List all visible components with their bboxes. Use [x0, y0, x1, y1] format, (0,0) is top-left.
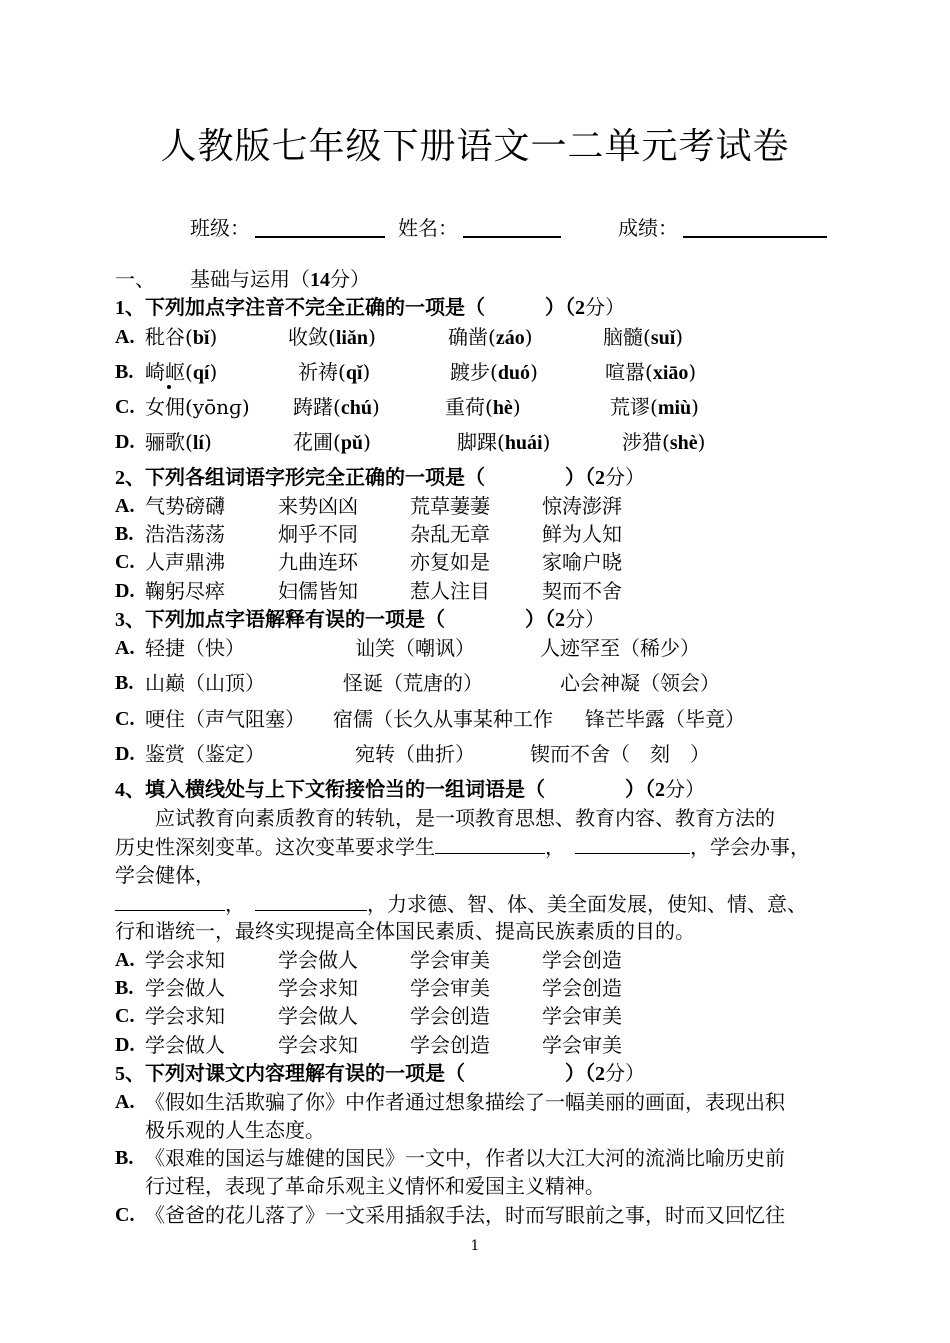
question-1-option-d[interactable]: D. 骊歌(lí) 花圃(pǔ) 脚踝(huái) 涉猎(shè): [115, 430, 706, 454]
question-4-passage-line-1: 应试教育向素质教育的转轨，是一项教育思想、教育内容、教育方法的: [155, 806, 775, 830]
question-3-stem: 3、下列加点字语解释有误的一项是（ ）（2分）: [115, 607, 605, 631]
question-4-stem: 4、填入横线处与上下文衔接恰当的一组词语是（ ）（2分）: [115, 777, 705, 801]
score-label: 成绩：: [618, 216, 678, 240]
question-1-option-c[interactable]: C. 女佣(yōnɡ) 踌躇(chú) 重荷(hè) 荒谬(miù): [115, 395, 699, 419]
blank-3[interactable]: [115, 888, 225, 911]
question-5-option-a-cont: 极乐观的人生态度。: [145, 1118, 325, 1142]
question-1-option-a[interactable]: A. 秕谷(bǐ) 收敛(liǎn) 确凿(záo) 脑髓(suǐ): [115, 325, 684, 349]
question-2-option-b[interactable]: B. 浩浩荡荡 炯乎不同 杂乱无章 鲜为人知: [115, 522, 622, 546]
blank-4[interactable]: [255, 888, 367, 911]
question-5-stem: 5、下列对课文内容理解有误的一项是（ ）（2分）: [115, 1061, 645, 1085]
question-4-option-a[interactable]: A. 学会求知 学会做人 学会审美 学会创造: [115, 948, 622, 972]
question-1-option-b[interactable]: B. 崎岖(qí) 祈祷(qǐ) 踱步(duó) 喧嚣(xiāo): [115, 360, 697, 384]
question-2-option-d[interactable]: D. 鞠躬尽瘁 妇儒皆知 惹人注目 契而不舍: [115, 579, 622, 603]
question-3-option-c[interactable]: C. 哽住（声气阻塞） 宿儒（长久从事某种工作 锋芒毕露（毕竟）: [115, 707, 745, 731]
question-4-passage-line-2: 历史性深刻变革。这次变革要求学生 ， ，学会办事，: [115, 831, 850, 861]
question-2-option-a[interactable]: A. 气势磅礴 来势凶凶 荒草萋萋 惊涛澎湃: [115, 494, 622, 518]
blank-1[interactable]: [435, 831, 545, 854]
name-label: 姓名：: [398, 216, 458, 240]
question-4-option-b[interactable]: B. 学会做人 学会求知 学会审美 学会创造: [115, 976, 622, 1000]
question-5-option-b-cont: 行过程，表现了革命乐观主义情怀和爱国主义精神。: [145, 1174, 605, 1198]
page-title: 人教版七年级下册语文一二单元考试卷: [160, 126, 790, 167]
question-4-passage-line-5: 行和谐统一，最终实现提高全体国民素质、提高民族素质的目的。: [115, 919, 695, 943]
question-2-option-c[interactable]: C. 人声鼎沸 九曲连环 亦复如是 家喻户晓: [115, 550, 622, 574]
page-number: 1: [470, 1238, 480, 1254]
question-1-stem: 1、下列加点字注音不完全正确的一项是（ ）（2分）: [115, 295, 625, 319]
question-3-option-a[interactable]: A. 轻捷（快） 讪笑（嘲讽） 人迹罕至（稀少）: [115, 636, 700, 660]
question-5-option-c[interactable]: C. 《爸爸的花儿落了》一文采用插叙手法，时而写眼前之事，时而又回忆往: [115, 1203, 785, 1227]
question-3-option-d[interactable]: D. 鉴赏（鉴定） 宛转（曲折） 锲而不舍（ 刻 ）: [115, 742, 710, 766]
question-4-passage-line-4: ， ，力求德、智、体、美全面发展，使知、情、意、: [115, 888, 850, 918]
question-3-option-b[interactable]: B. 山巅（山顶） 怪诞（荒唐的） 心会神凝（领会）: [115, 671, 720, 695]
question-4-option-c[interactable]: C. 学会求知 学会做人 学会创造 学会审美: [115, 1004, 622, 1028]
name-field[interactable]: [463, 212, 561, 238]
blank-2[interactable]: [575, 831, 690, 854]
score-field[interactable]: [683, 212, 827, 238]
question-5-option-b[interactable]: B. 《艰难的国运与雄健的国民》一文中，作者以大江大河的流淌比喻历史前: [115, 1146, 785, 1170]
class-field[interactable]: [255, 212, 385, 238]
question-2-stem: 2、下列各组词语字形完全正确的一项是（ ）（2分）: [115, 465, 645, 489]
question-4-passage-line-3: 学会健体，: [115, 863, 215, 887]
section-heading: 一、 基础与运用（14分）: [115, 267, 370, 291]
question-5-option-a[interactable]: A. 《假如生活欺骗了你》中作者通过想象描绘了一幅美丽的画面，表现出积: [115, 1090, 785, 1114]
class-label: 班级：: [190, 216, 250, 240]
question-4-option-d[interactable]: D. 学会做人 学会求知 学会创造 学会审美: [115, 1033, 622, 1057]
